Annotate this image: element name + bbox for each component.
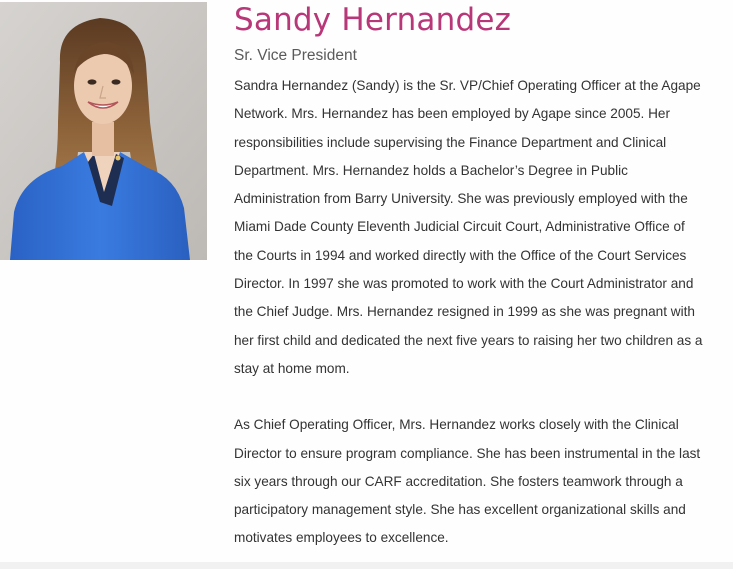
bio-line: the Chief Judge. Mrs. Hernandez resigned in 1999 as she was pregnant with	[234, 304, 695, 320]
profile-content	[234, 0, 730, 553]
portrait-illustration	[0, 2, 207, 260]
bio-line: her first child and dedicated the next five years to raising her two children as a	[234, 332, 703, 348]
bio-line: Administration from Barry University. She was previously employed with the	[234, 191, 688, 207]
bio-line: the Courts in 1994 and worked directly with the Office of the Court Services	[234, 247, 687, 263]
profile-photo	[0, 2, 207, 260]
bottom-divider	[0, 562, 733, 569]
bio-line: participatory management style. She has excellent organizational skills and	[234, 502, 686, 518]
bio-line: responsibilities include supervising the Finance Department and Clinical	[234, 134, 667, 150]
bio-line: stay at home mom.	[234, 360, 350, 376]
bio-line: six years through our CARF accreditation. She fosters teamwork through a	[234, 473, 683, 489]
bio-line: Miami Dade County Eleventh Judicial Circuit Court, Administrative Office of	[234, 219, 685, 235]
bio-line: Department. Mrs. Hernandez holds a Bachelor’s Degree in Public	[234, 162, 628, 178]
profile-title: Sr. Vice President	[234, 47, 357, 64]
bio-line: Director to ensure program compliance. She has been instrumental in the last	[234, 445, 701, 461]
bio-line: motivates employees to excellence.	[234, 530, 449, 546]
profile-name: Sandy Hernandez	[234, 2, 512, 38]
bio-paragraph-1	[234, 72, 730, 383]
bio-line: Sandra Hernandez (Sandy) is the Sr. VP/Chief Operating Officer at the Agape	[234, 78, 701, 93]
bio-paragraph-2	[234, 411, 730, 552]
bio-line: Network. Mrs. Hernandez has been employed by Agape since 2005. Her	[234, 106, 670, 122]
bio-line: As Chief Operating Officer, Mrs. Hernandez works closely with the Clinical	[234, 417, 679, 433]
bio-line: Director. In 1997 she was promoted to work with the Court Administrator and	[234, 276, 694, 292]
